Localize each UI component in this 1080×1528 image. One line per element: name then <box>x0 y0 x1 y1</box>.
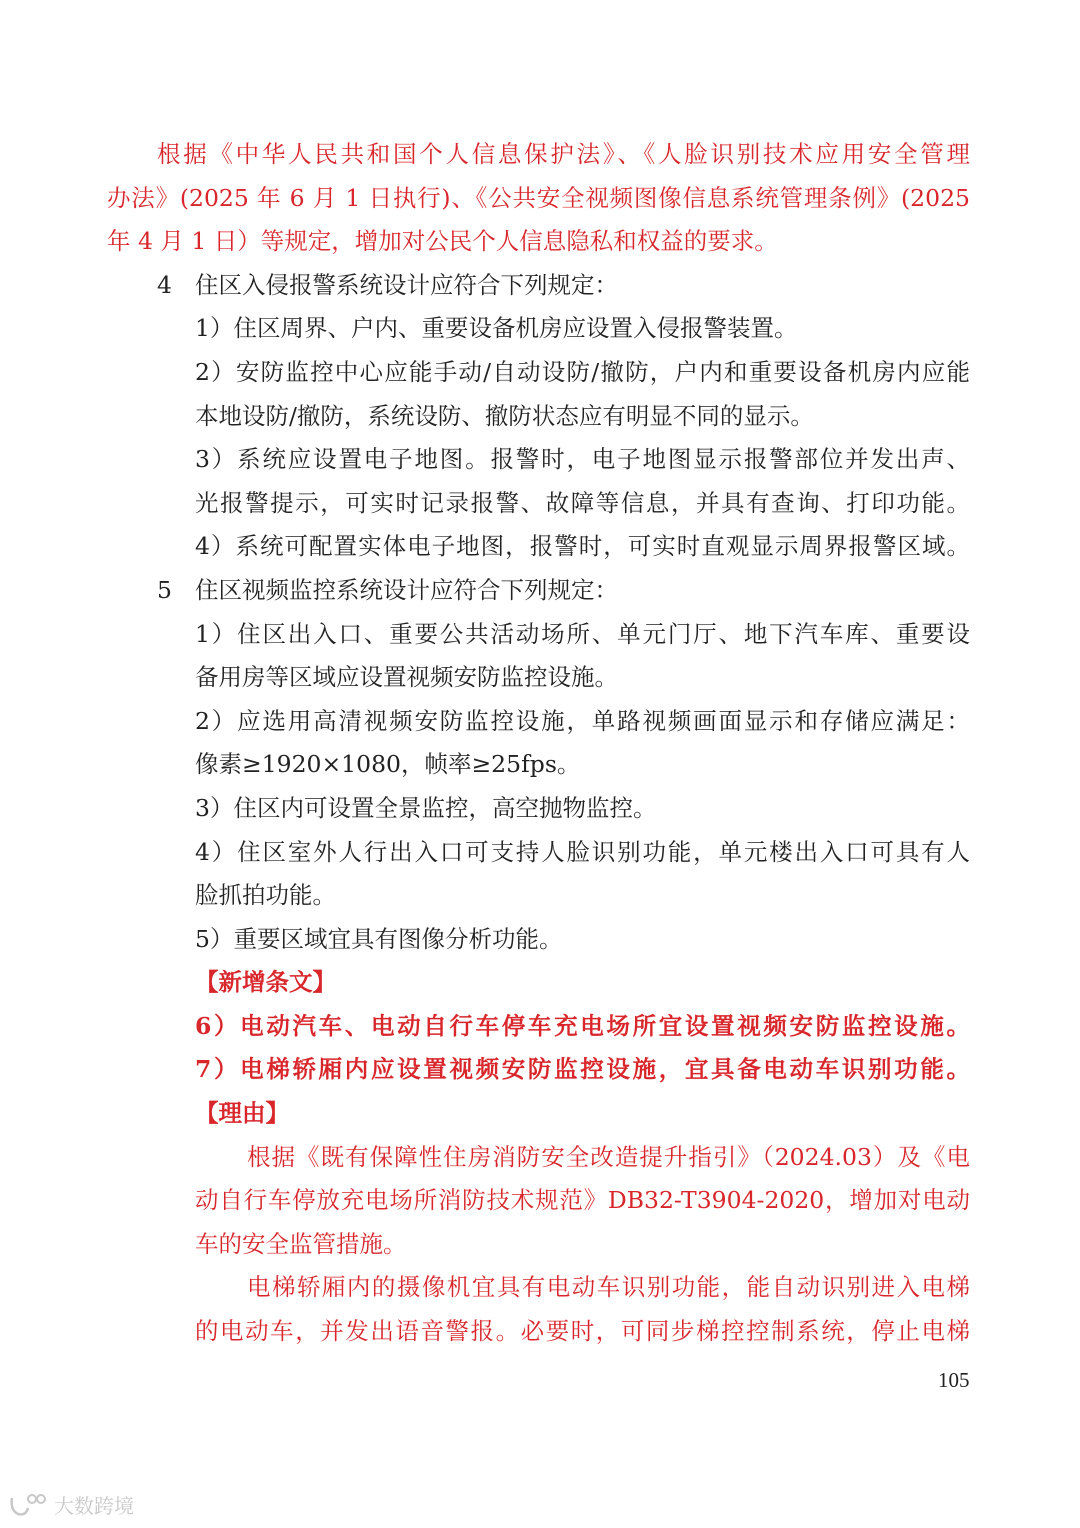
clause-4-item: 4）系统可配置实体电子地图，报警时，可实时直观显示周界报警区域。 <box>195 532 970 561</box>
watermark <box>8 1490 134 1519</box>
reason-line: 动自行车停放充电场所消防技术规范》DB32-T3904-2020，增加对电动 <box>195 1186 970 1215</box>
clause-title: 住区视频监控系统设计应符合下列规定： <box>195 575 618 604</box>
clause-5-item: 1）住区出入口、重要公共活动场所、单元门厅、地下汽车库、重要设 <box>195 619 970 648</box>
document-page <box>0 133 1080 1354</box>
clause-4-item: 1）住区周界、户内、重要设备机房应设置入侵报警装置。 <box>195 314 798 343</box>
new-clause-item: 6）电动汽车、电动自行车停车充电场所宜设置视频安防监控设施。 <box>195 1011 970 1040</box>
clause-number: 4 <box>157 270 172 299</box>
clause-5-item: 2）应选用高清视频安防监控设施，单路视频画面显示和存储应满足： <box>195 706 970 735</box>
clause-5-item: 5）重要区域宜具有图像分析功能。 <box>195 924 563 953</box>
clause-4-item: 3）系统应设置电子地图。报警时，电子地图显示报警部位并发出声、 <box>195 445 970 474</box>
clause-title: 住区入侵报警系统设计应符合下列规定： <box>195 270 618 299</box>
new-clause-heading: 【新增条文】 <box>195 968 336 997</box>
reason-line: 电梯轿厢内的摄像机宜具有电动车识别功能，能自动识别进入电梯 <box>247 1273 970 1302</box>
clause-4-title <box>157 264 970 308</box>
clause-5-item: 像素≥1920×1080，帧率≥25fps。 <box>195 750 581 779</box>
new-clause-item: 7）电梯轿厢内应设置视频安防监控设施，宜具备电动车识别功能。 <box>195 1055 970 1084</box>
reason-heading: 【理由】 <box>195 1099 289 1128</box>
clause-number: 5 <box>157 575 172 604</box>
reason-intro-line: 年 4 月 1 日）等规定，增加对公民个人信息隐私和权益的要求。 <box>107 227 778 256</box>
clause-4-item: 本地设防/撤防，系统设防、撤防状态应有明显不同的显示。 <box>195 401 814 430</box>
watermark-logo-icon <box>8 1492 48 1518</box>
reason-line: 根据《既有保障性住房消防安全改造提升指引》（2024.03）及《电 <box>247 1142 970 1171</box>
clause-4-item: 光报警提示，可实时记录报警、故障等信息，并具有查询、打印功能。 <box>195 488 970 517</box>
clause-5-item: 3）住区内可设置全景监控，高空抛物监控。 <box>195 793 657 822</box>
page-number: 105 <box>938 1368 970 1392</box>
clause-5-item: 4）住区室外人行出入口可支持人脸识别功能，单元楼出入口可具有人 <box>195 837 970 866</box>
clause-5-item: 脸抓拍功能。 <box>195 881 336 910</box>
clause-4-item: 2）安防监控中心应能手动/自动设防/撤防，户内和重要设备机房内应能 <box>195 357 970 386</box>
clause-5-item: 备用房等区域应设置视频安防监控设施。 <box>195 663 618 692</box>
clause-5-title <box>157 569 970 613</box>
reason-intro-line: 根据《中华人民共和国个人信息保护法》、《人脸识别技术应用安全管理 <box>157 140 970 168</box>
watermark-text: 大数跨境 <box>54 1494 134 1518</box>
reason-intro-line: 办法》(2025 年 6 月 1 日执行)、《公共安全视频图像信息系统管理条例》(2025 <box>107 183 970 212</box>
reason-line: 车的安全监管措施。 <box>195 1229 407 1258</box>
reason-line: 的电动车，并发出语音警报。必要时，可同步梯控控制系统，停止电梯 <box>195 1317 970 1346</box>
